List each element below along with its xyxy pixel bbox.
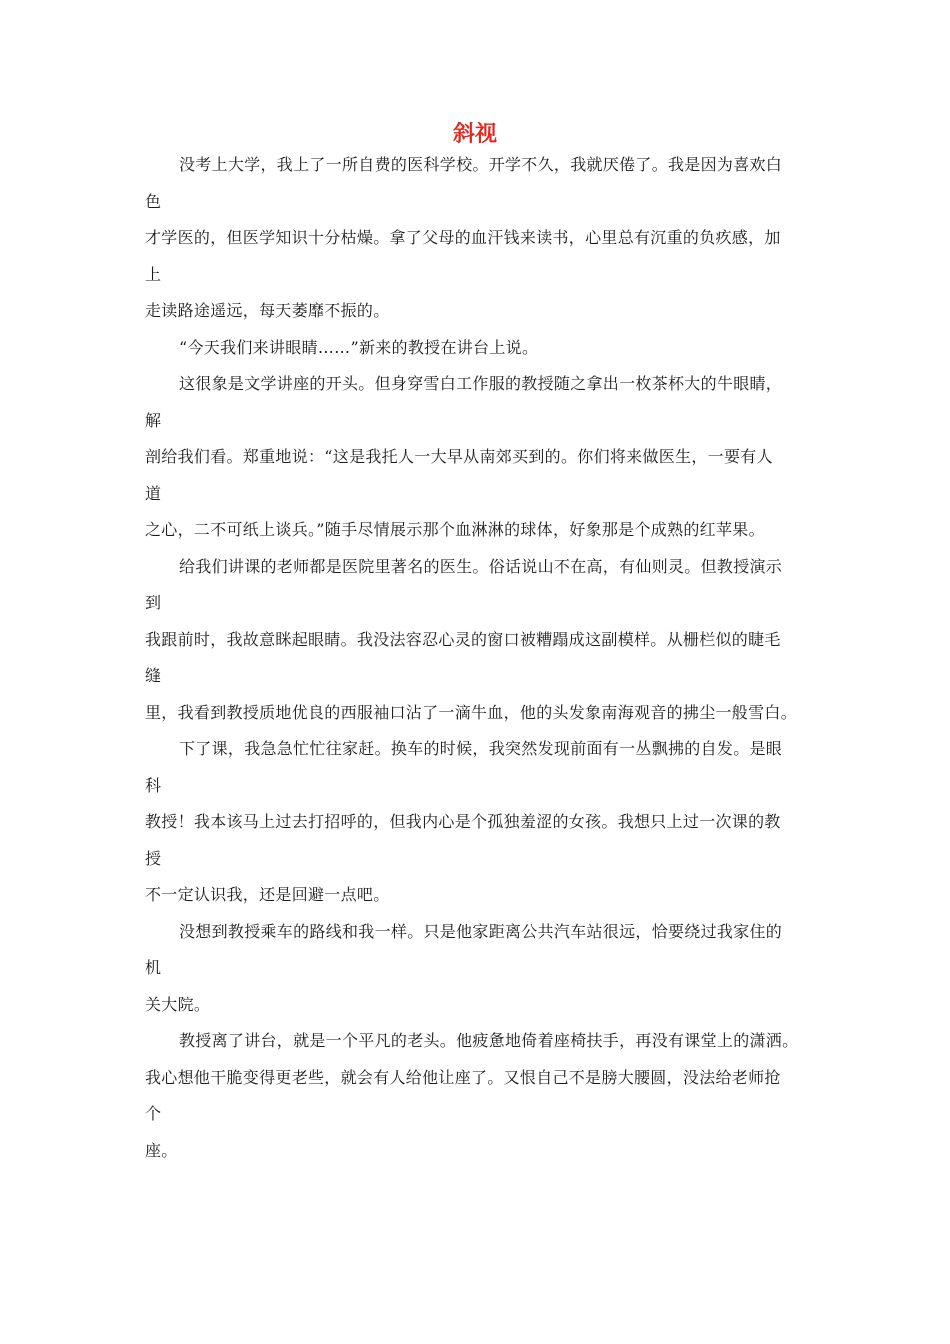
text-line: 教授！我本该马上过去打招呼的，但我内心是个孤独羞涩的女孩。我想只上过一次课的教 xyxy=(145,812,781,831)
text-line: 没考上大学，我上了一所自费的医科学校。开学不久，我就厌倦了。我是因为喜欢白 xyxy=(179,155,783,174)
text-line: 给我们讲课的老师都是医院里著名的医生。俗话说山不在高，有仙则灵。但教授演示 xyxy=(179,556,783,576)
document-title: 斜视 xyxy=(452,122,497,147)
text-line: 走读路途遥远，每天萎靡不振的。 xyxy=(145,301,390,320)
text-line: 才学医的，但医学知识十分枯燥。拿了父母的血汗钱来读书，心里总有沉重的负疚感，加 xyxy=(145,228,781,247)
text-line: 到 xyxy=(145,593,162,612)
text-line: 里，我看到教授质地优良的西服袖口沾了一滴牛血，他的头发象南海观音的拂尘一般雪白。 xyxy=(145,702,798,722)
document-body xyxy=(145,147,815,1169)
text-line: 科 xyxy=(145,775,162,795)
text-line: 没想到教授乘车的路线和我一样。只是他家距离公共汽车站很远，恰要绕过我家住的 xyxy=(179,921,783,941)
text-line: 我心想他干脆变得更老些，就会有人给他让座了。又恨自己不是膀大腰圆，没法给老师抢 xyxy=(145,1067,781,1087)
text-line: “今天我们来讲眼睛……”新来的教授在讲台上说。 xyxy=(179,337,539,357)
text-line: 不一定认识我，还是回避一点吧。 xyxy=(145,885,390,904)
text-line: 教授离了讲台，就是一个平凡的老头。他疲惫地倚着座椅扶手，再没有课堂上的潇洒。 xyxy=(179,1031,799,1050)
text-line: 上 xyxy=(145,264,162,284)
text-line: 下了课，我急急忙忙往家赶。换车的时候，我突然发现前面有一丛飘拂的自发。是眼 xyxy=(179,739,783,758)
text-line: 我跟前时，我故意眯起眼睛。我没法容忍心灵的窗口被糟蹋成这副模样。从栅栏似的睫毛 xyxy=(145,629,781,649)
text-line: 解 xyxy=(145,410,162,430)
text-line: 这很象是文学讲座的开头。但身穿雪白工作服的教授随之拿出一枚茶杯大的牛眼睛， xyxy=(179,374,783,393)
text-line: 关大院。 xyxy=(145,994,211,1014)
text-line: 缝 xyxy=(145,666,162,685)
text-line: 色 xyxy=(145,191,162,211)
text-line: 机 xyxy=(145,958,162,977)
text-line: 授 xyxy=(145,848,162,868)
text-line: 座。 xyxy=(145,1140,178,1160)
text-line: 道 xyxy=(145,483,162,503)
text-line: 之心，二不可纸上谈兵。”随手尽情展示那个血淋淋的球体，好象那是个成熟的红苹果。 xyxy=(145,520,765,539)
text-line: 剖给我们看。郑重地说：“这是我托人一大早从南郊买到的。你们将来做医生，一要有人 xyxy=(145,447,773,466)
text-line: 个 xyxy=(145,1104,162,1123)
